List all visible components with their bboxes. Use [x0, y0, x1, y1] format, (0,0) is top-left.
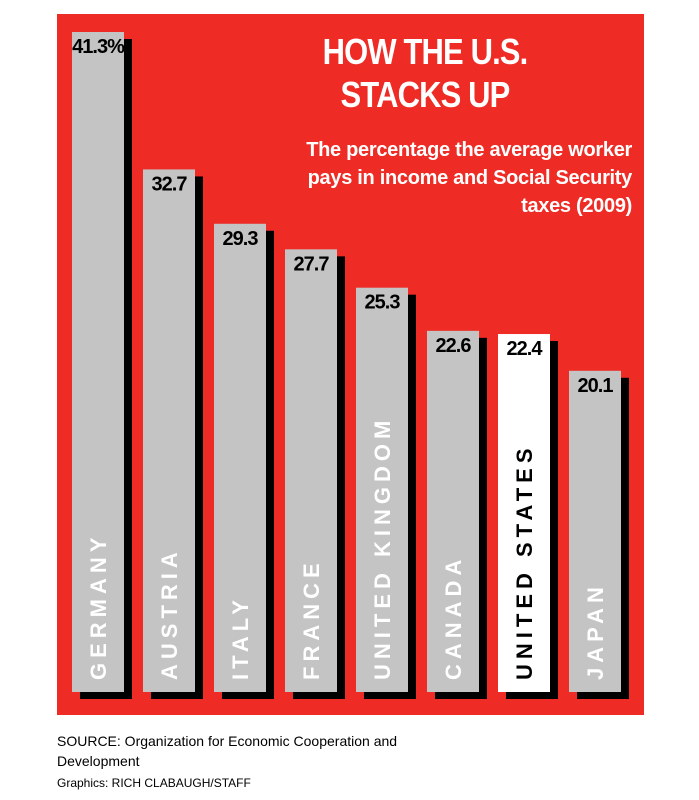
bar-value-label: 25.3 [364, 291, 400, 314]
bar-group [72, 32, 132, 699]
bar-group [569, 371, 629, 699]
bar-value-label: 41.3% [72, 36, 124, 58]
category-label: ITALY [228, 595, 253, 680]
bar-value-label: 29.3 [222, 227, 258, 250]
bar-value-label: 22.4 [506, 338, 542, 361]
category-label: AUSTRIA [157, 547, 182, 680]
category-label: UNITED STATES [512, 443, 537, 680]
bar-value-label: 27.7 [293, 253, 329, 276]
bar-value-label: 32.7 [151, 173, 187, 196]
bar-group [285, 249, 345, 699]
category-label: GERMANY [86, 532, 111, 680]
category-label: JAPAN [583, 582, 608, 680]
bar-group [214, 224, 274, 699]
bar-group [427, 331, 487, 699]
category-label: FRANCE [299, 558, 324, 680]
source-note: SOURCE: Organization for Economic Cooperation and Development [57, 733, 398, 769]
bar-value-label: 20.1 [577, 374, 613, 397]
bar-group [143, 169, 203, 699]
graphics-credit: Graphics: RICH CLABAUGH/STAFF [57, 776, 251, 790]
bar-group [498, 334, 558, 699]
category-label: UNITED KINGDOM [370, 415, 395, 680]
chart-subtitle: The percentage the average worker pays in income and Social Security taxes (2009) [306, 139, 632, 217]
bar-value-label: 22.6 [435, 334, 471, 357]
bar-group [356, 288, 416, 699]
category-label: CANADA [441, 554, 466, 680]
chart-title: HOW THE U.S. STACKS UP [322, 31, 528, 115]
